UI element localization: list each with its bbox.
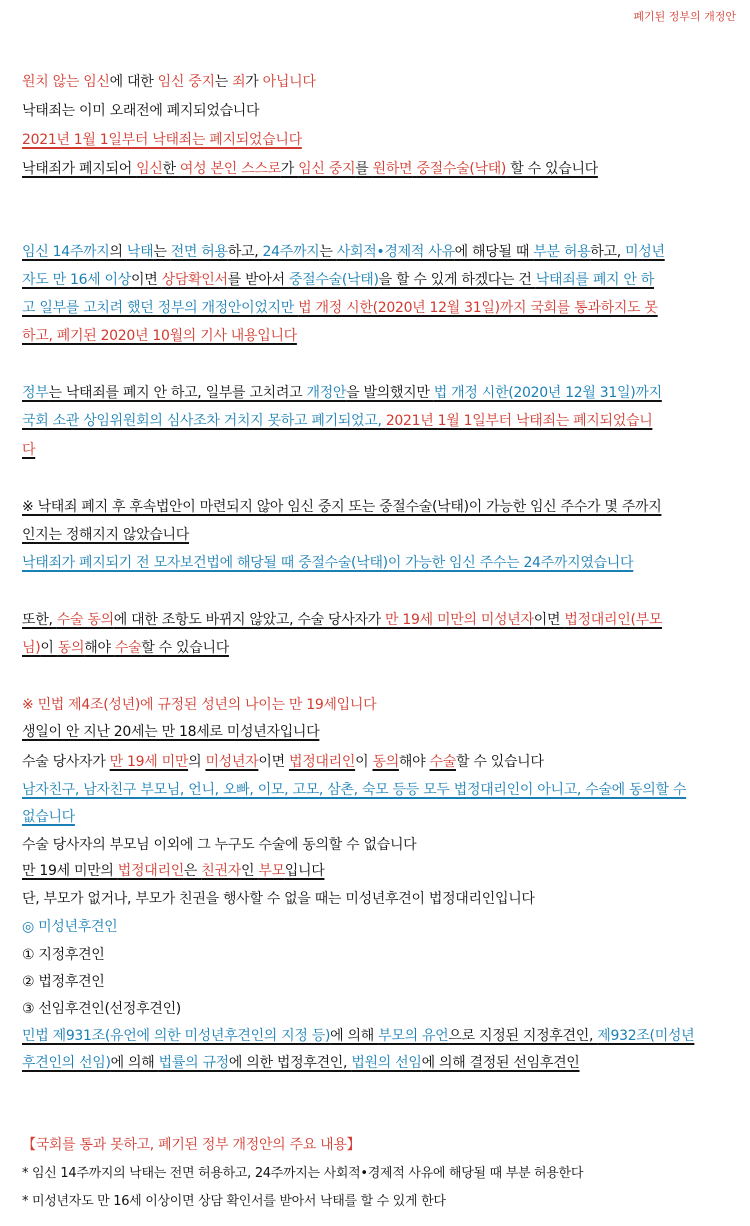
text-segment: 원치 않는 임신	[22, 74, 110, 90]
text-segment: 의	[109, 244, 127, 260]
line-11: 다	[22, 442, 36, 458]
text-segment: 으로 지정된 지정후견인,	[448, 1028, 598, 1044]
line-30	[22, 1055, 580, 1072]
text-segment: 낙태죄를 폐지 안 하	[535, 272, 655, 288]
text-segment: 에 의해 결정된 선임후견인	[421, 1055, 580, 1071]
text-segment: 법정대리인(부모	[564, 612, 663, 628]
text-segment: 은	[183, 863, 202, 879]
text-segment: 이면	[258, 754, 289, 770]
text-segment: 인	[240, 863, 259, 879]
line-31: 【국회를 통과 못하고, 폐기된 정부 개정안의 주요 내용】	[22, 1137, 361, 1153]
text-segment: 임신	[136, 161, 163, 177]
line-9	[22, 385, 662, 402]
text-segment: 수술	[114, 640, 142, 656]
text-segment: 법 개정 시한(2020년 12월 31일)까지	[433, 385, 662, 401]
line-21: 없습니다	[22, 809, 75, 825]
text-segment: 수술	[429, 754, 456, 770]
text-segment: 만 19세 미만	[109, 754, 189, 770]
text-segment: 제932조(미성년	[597, 1028, 695, 1044]
text-segment: 한	[162, 161, 180, 177]
text-segment: 여성 본인 스스로	[179, 161, 281, 177]
text-segment: 하고,	[227, 244, 263, 260]
line-22: 수술 당사자의 부모님 이외에 그 누구도 수술에 동의할 수 없습니다	[22, 837, 417, 853]
text-segment: 할 수 있습니다	[455, 754, 544, 770]
text-segment: 할 수 있습니다	[141, 640, 229, 656]
text-segment: 임신 중지	[157, 74, 215, 90]
text-segment: 만 19세 미만의	[22, 863, 118, 879]
text-segment: 부모	[258, 863, 285, 879]
line-18: 생일이 안 지난 20세는 만 18세로 미성년자입니다	[22, 724, 320, 740]
text-segment: 낙태	[126, 244, 154, 260]
line-23	[22, 863, 324, 880]
text-segment: 에 의한 법정후견인,	[228, 1055, 352, 1071]
line-17: ※ 민법 제4조(성년)에 규정된 성년의 나이는 만 19세입니다	[22, 697, 377, 713]
text-segment: 을 할 수 있게 하겠다는 건	[378, 272, 536, 288]
text-segment: 법원의 선임	[351, 1055, 422, 1071]
text-segment: 만 19세 미만의 미성년자	[385, 612, 534, 628]
text-segment: 에 의해	[330, 1028, 379, 1044]
text-segment: 동의	[372, 754, 399, 770]
text-segment: 미성년	[625, 244, 665, 260]
header-note: 폐기된 정부의 개정안	[633, 10, 736, 23]
text-segment: 가	[245, 74, 263, 90]
line-10	[22, 413, 652, 430]
line-24: 단, 부모가 없거나, 부모가 친권을 행사할 수 없을 때는 미성년후견이 법정대리인입니다	[22, 891, 535, 907]
text-segment: 민법 제931조(유언에 의한 미성년후견인의 지정 등)	[22, 1028, 331, 1044]
text-segment: 해야	[84, 640, 115, 656]
line-32: * 임신 14주까지의 낙태는 전면 허용하고, 24주까지는 사회적•경제적 사유에 해당될 때 부분 허용한다	[22, 1166, 584, 1181]
line-33: * 미성년자도 만 16세 이상이면 상담 확인서를 받아서 낙태를 할 수 있게 한다	[22, 1194, 446, 1209]
line-12: ※ 낙태죄 폐지 후 후속법안이 마련되지 않아 임신 중지 또는 중절수술(낙태)이 가능한 임신 주수가 몇 주까지	[22, 499, 662, 515]
text-segment: 에 해당될 때	[454, 244, 534, 260]
text-segment: 상담확인서	[161, 272, 228, 288]
line-16	[22, 640, 229, 657]
text-segment: 사회적•경제적 사유	[336, 244, 455, 260]
text-segment: 법률의 규정	[158, 1055, 229, 1071]
text-segment: 친권자	[201, 863, 241, 879]
line-14: 낙태죄가 폐지되기 전 모자보건법에 해당될 때 중절수술(낙태)이 가능한 임신 주수는 24주까지였습니다	[22, 555, 634, 571]
text-segment: 이면	[131, 272, 162, 288]
line-19	[22, 754, 544, 771]
text-segment: 죄	[232, 74, 246, 90]
line-3: 2021년 1월 1일부터 낙태죄는 폐지되었습니다	[22, 132, 302, 148]
text-segment: 아닙니다	[262, 74, 316, 90]
text-segment: 중절수술(낙태)	[288, 272, 379, 288]
text-segment: 이	[355, 754, 373, 770]
text-segment: 국회 소관 상임위원회의 심사조차 거치지 못하고 폐기되었고,	[22, 413, 386, 429]
text-segment: 는 낙태죄를 폐지 안 하고, 일부를 고치려고	[48, 385, 307, 401]
text-segment: 에 의해	[110, 1055, 159, 1071]
text-segment: 는	[319, 244, 337, 260]
text-segment: 중절수술(낙태)	[416, 161, 507, 177]
text-segment: 미성년자	[205, 754, 259, 770]
text-segment: 법정대리인	[288, 754, 356, 770]
line-5	[22, 244, 665, 261]
line-26: ① 지정후견인	[22, 947, 105, 963]
text-segment: 이면	[533, 612, 565, 628]
line-7	[22, 300, 658, 317]
text-segment: 낙태죄가 폐지되어	[22, 161, 137, 177]
text-segment: 부분 허용	[533, 244, 591, 260]
line-8: 하고, 폐기된 2020년 10월의 기사 내용입니다	[22, 328, 297, 344]
text-segment: 후견인의 선임)	[22, 1055, 111, 1071]
text-segment: 는	[153, 244, 171, 260]
text-segment: 해야	[398, 754, 430, 770]
line-6	[22, 272, 654, 289]
text-segment: 24주까지	[262, 244, 320, 260]
line-27: ② 법정후견인	[22, 974, 105, 990]
text-segment: 전면 허용	[170, 244, 228, 260]
text-segment: 고 일부를 고치려 했던 정부의 개정안이었지만	[22, 300, 299, 316]
text-segment: 를 받아서	[227, 272, 289, 288]
line-15	[22, 612, 662, 629]
text-segment: 는	[214, 74, 233, 90]
text-segment: 수술 당사자가	[22, 754, 110, 770]
text-segment: 하고,	[590, 244, 626, 260]
text-segment: 를	[355, 161, 373, 177]
text-segment: 부모의 유언	[378, 1028, 449, 1044]
line-25: ◎ 미성년후견인	[22, 919, 118, 935]
text-segment: 법 개정 시한(2020년 12월 31일)까지 국회를 통과하지도 못	[298, 300, 658, 316]
text-segment: 법정대리인	[117, 863, 184, 879]
text-segment: 개정안	[306, 385, 347, 401]
line-2: 낙태죄는 이미 오래전에 폐지되었습니다	[22, 103, 260, 119]
text-segment: 임신 14주까지	[22, 244, 110, 260]
text-segment: 자도 만 16세 이상	[22, 272, 132, 288]
line-20: 남자친구, 남자친구 부모님, 언니, 오빠, 이모, 고모, 삼촌, 숙모 등등 모두 법정대리인이 아니고, 수술에 동의할 수	[22, 782, 687, 798]
text-segment: 이	[40, 640, 58, 656]
text-segment: 의	[188, 754, 206, 770]
text-segment: 또한,	[22, 612, 57, 628]
text-segment: 할 수 있습니다	[506, 161, 598, 177]
text-segment: 에 대한 조항도 바뀌지 않았고, 수술 당사자가	[113, 612, 386, 628]
text-segment: 입니다	[284, 863, 325, 879]
text-segment: 을 발의했지만	[346, 385, 434, 401]
line-29	[22, 1028, 694, 1045]
text-segment: 임신 중지	[298, 161, 356, 177]
line-1	[22, 74, 316, 91]
text-segment: 동의	[57, 640, 85, 656]
text-segment: 수술 동의	[56, 612, 114, 628]
line-28: ③ 선임후견인(선정후견인)	[22, 1001, 181, 1017]
text-segment: 2021년 1월 1일부터 낙태죄는 폐지되었습니	[385, 413, 653, 429]
text-segment: 님)	[22, 640, 41, 656]
text-segment: 에 대한	[109, 74, 158, 90]
line-13: 인지는 정해지지 않았습니다	[22, 527, 189, 543]
line-4	[22, 161, 598, 178]
text-segment: 정부	[22, 385, 49, 401]
text-segment: 원하면	[372, 161, 413, 177]
text-segment: 가	[280, 161, 299, 177]
